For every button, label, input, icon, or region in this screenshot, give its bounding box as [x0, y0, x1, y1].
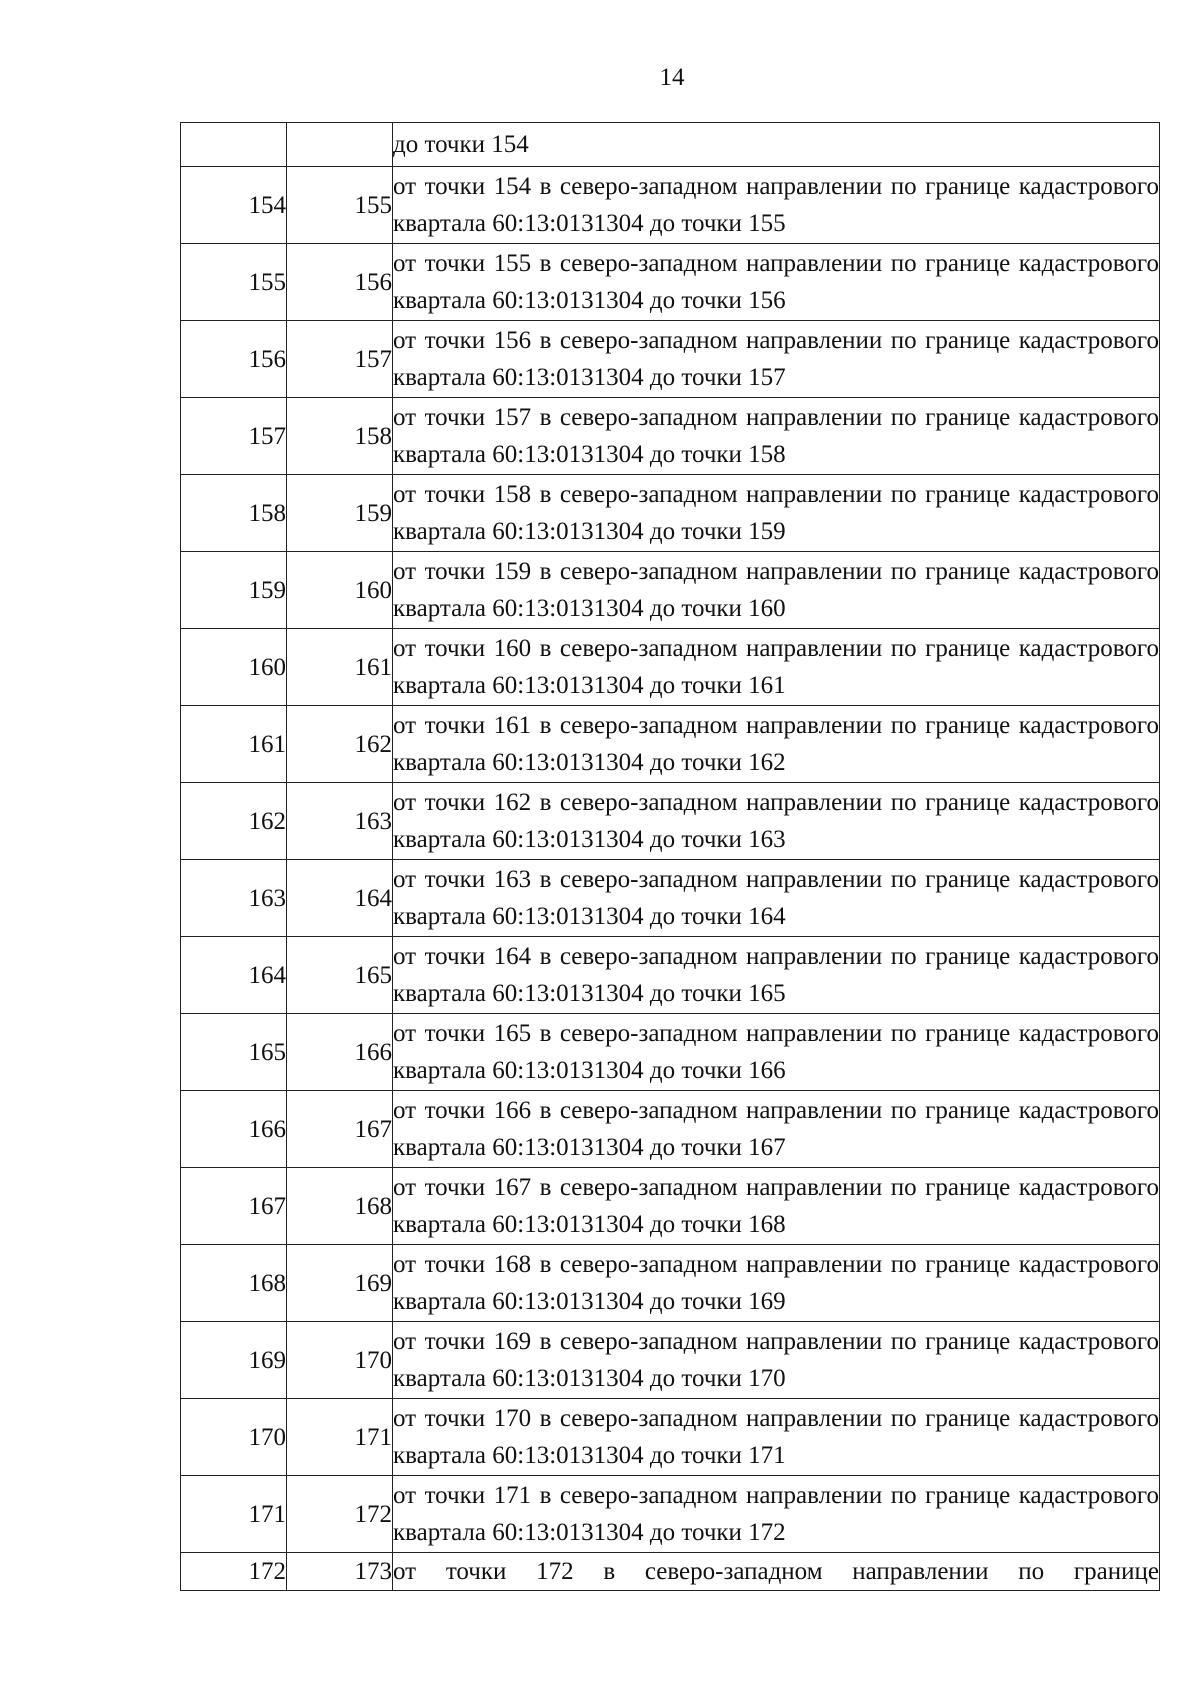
description-cell: от точки 167 в северо-западном направлении по границе кадастрового квартала 60:13:0131304 до точки 168 [393, 1168, 1160, 1245]
table-row [181, 1245, 1160, 1322]
from-point-cell: 155 [181, 244, 287, 321]
table-row [181, 1322, 1160, 1399]
table-row [181, 475, 1160, 552]
description-cell: от точки 157 в северо-западном направлении по границе кадастрового квартала 60:13:0131304 до точки 158 [393, 398, 1160, 475]
from-point-cell: 171 [181, 1476, 287, 1553]
boundary-table [180, 122, 1160, 1591]
to-point-cell: 160 [287, 552, 393, 629]
description-cell: от точки 164 в северо-западном направлении по границе кадастрового квартала 60:13:0131304 до точки 165 [393, 937, 1160, 1014]
to-point-cell: 165 [287, 937, 393, 1014]
description-cell: от точки 166 в северо-западном направлении по границе кадастрового квартала 60:13:0131304 до точки 167 [393, 1091, 1160, 1168]
table-row [181, 1553, 1160, 1591]
from-point-cell: 163 [181, 860, 287, 937]
description-cell: до точки 154 [393, 123, 1160, 167]
to-point-cell: 155 [287, 167, 393, 244]
description-cell: от точки 169 в северо-западном направлении по границе кадастрового квартала 60:13:0131304 до точки 170 [393, 1322, 1160, 1399]
table-row-continuation [181, 123, 1160, 167]
description-cell: от точки 171 в северо-западном направлении по границе кадастрового квартала 60:13:0131304 до точки 172 [393, 1476, 1160, 1553]
table-row [181, 860, 1160, 937]
table-row [181, 629, 1160, 706]
table-row [181, 552, 1160, 629]
table-row [181, 321, 1160, 398]
from-point-cell: 154 [181, 167, 287, 244]
from-point-cell: 159 [181, 552, 287, 629]
table-row [181, 1168, 1160, 1245]
to-point-cell: 158 [287, 398, 393, 475]
to-point-cell: 168 [287, 1168, 393, 1245]
table-row [181, 1399, 1160, 1476]
to-point-cell: 162 [287, 706, 393, 783]
to-point-cell: 169 [287, 1245, 393, 1322]
table-row [181, 937, 1160, 1014]
from-point-cell: 165 [181, 1014, 287, 1091]
description-cell: от точки 172 в северо-западном направлении по границе [393, 1553, 1160, 1591]
page-number: 14 [659, 64, 685, 91]
to-point-cell: 164 [287, 860, 393, 937]
description-cell: от точки 160 в северо-западном направлении по границе кадастрового квартала 60:13:0131304 до точки 161 [393, 629, 1160, 706]
table-row [181, 1091, 1160, 1168]
table-row [181, 1476, 1160, 1553]
description-cell: от точки 155 в северо-западном направлении по границе кадастрового квартала 60:13:0131304 до точки 156 [393, 244, 1160, 321]
from-point-cell: 167 [181, 1168, 287, 1245]
from-point-cell: 161 [181, 706, 287, 783]
to-point-cell: 172 [287, 1476, 393, 1553]
description-cell: от точки 154 в северо-западном направлении по границе кадастрового квартала 60:13:0131304 до точки 155 [393, 167, 1160, 244]
from-point-cell: 169 [181, 1322, 287, 1399]
to-point-cell [287, 123, 393, 167]
from-point-cell: 164 [181, 937, 287, 1014]
from-point-cell: 157 [181, 398, 287, 475]
from-point-cell: 160 [181, 629, 287, 706]
to-point-cell: 156 [287, 244, 393, 321]
to-point-cell: 159 [287, 475, 393, 552]
from-point-cell [181, 123, 287, 167]
to-point-cell: 171 [287, 1399, 393, 1476]
description-cell: от точки 158 в северо-западном направлении по границе кадастрового квартала 60:13:0131304 до точки 159 [393, 475, 1160, 552]
to-point-cell: 167 [287, 1091, 393, 1168]
description-cell: от точки 168 в северо-западном направлении по границе кадастрового квартала 60:13:0131304 до точки 169 [393, 1245, 1160, 1322]
description-cell: от точки 163 в северо-западном направлении по границе кадастрового квартала 60:13:0131304 до точки 164 [393, 860, 1160, 937]
description-cell: от точки 161 в северо-западном направлении по границе кадастрового квартала 60:13:0131304 до точки 162 [393, 706, 1160, 783]
description-cell: от точки 162 в северо-западном направлении по границе кадастрового квартала 60:13:0131304 до точки 163 [393, 783, 1160, 860]
to-point-cell: 161 [287, 629, 393, 706]
to-point-cell: 173 [287, 1553, 393, 1591]
table-row [181, 167, 1160, 244]
description-cell: от точки 170 в северо-западном направлении по границе кадастрового квартала 60:13:0131304 до точки 171 [393, 1399, 1160, 1476]
table-row [181, 398, 1160, 475]
description-cell: от точки 159 в северо-западном направлении по границе кадастрового квартала 60:13:0131304 до точки 160 [393, 552, 1160, 629]
table-row [181, 783, 1160, 860]
from-point-cell: 172 [181, 1553, 287, 1591]
from-point-cell: 162 [181, 783, 287, 860]
description-cell: от точки 165 в северо-западном направлении по границе кадастрового квартала 60:13:0131304 до точки 166 [393, 1014, 1160, 1091]
to-point-cell: 157 [287, 321, 393, 398]
to-point-cell: 166 [287, 1014, 393, 1091]
from-point-cell: 168 [181, 1245, 287, 1322]
from-point-cell: 156 [181, 321, 287, 398]
from-point-cell: 170 [181, 1399, 287, 1476]
to-point-cell: 163 [287, 783, 393, 860]
table-row [181, 706, 1160, 783]
from-point-cell: 158 [181, 475, 287, 552]
table-row [181, 1014, 1160, 1091]
table-row [181, 244, 1160, 321]
from-point-cell: 166 [181, 1091, 287, 1168]
to-point-cell: 170 [287, 1322, 393, 1399]
description-cell: от точки 156 в северо-западном направлении по границе кадастрового квартала 60:13:0131304 до точки 157 [393, 321, 1160, 398]
